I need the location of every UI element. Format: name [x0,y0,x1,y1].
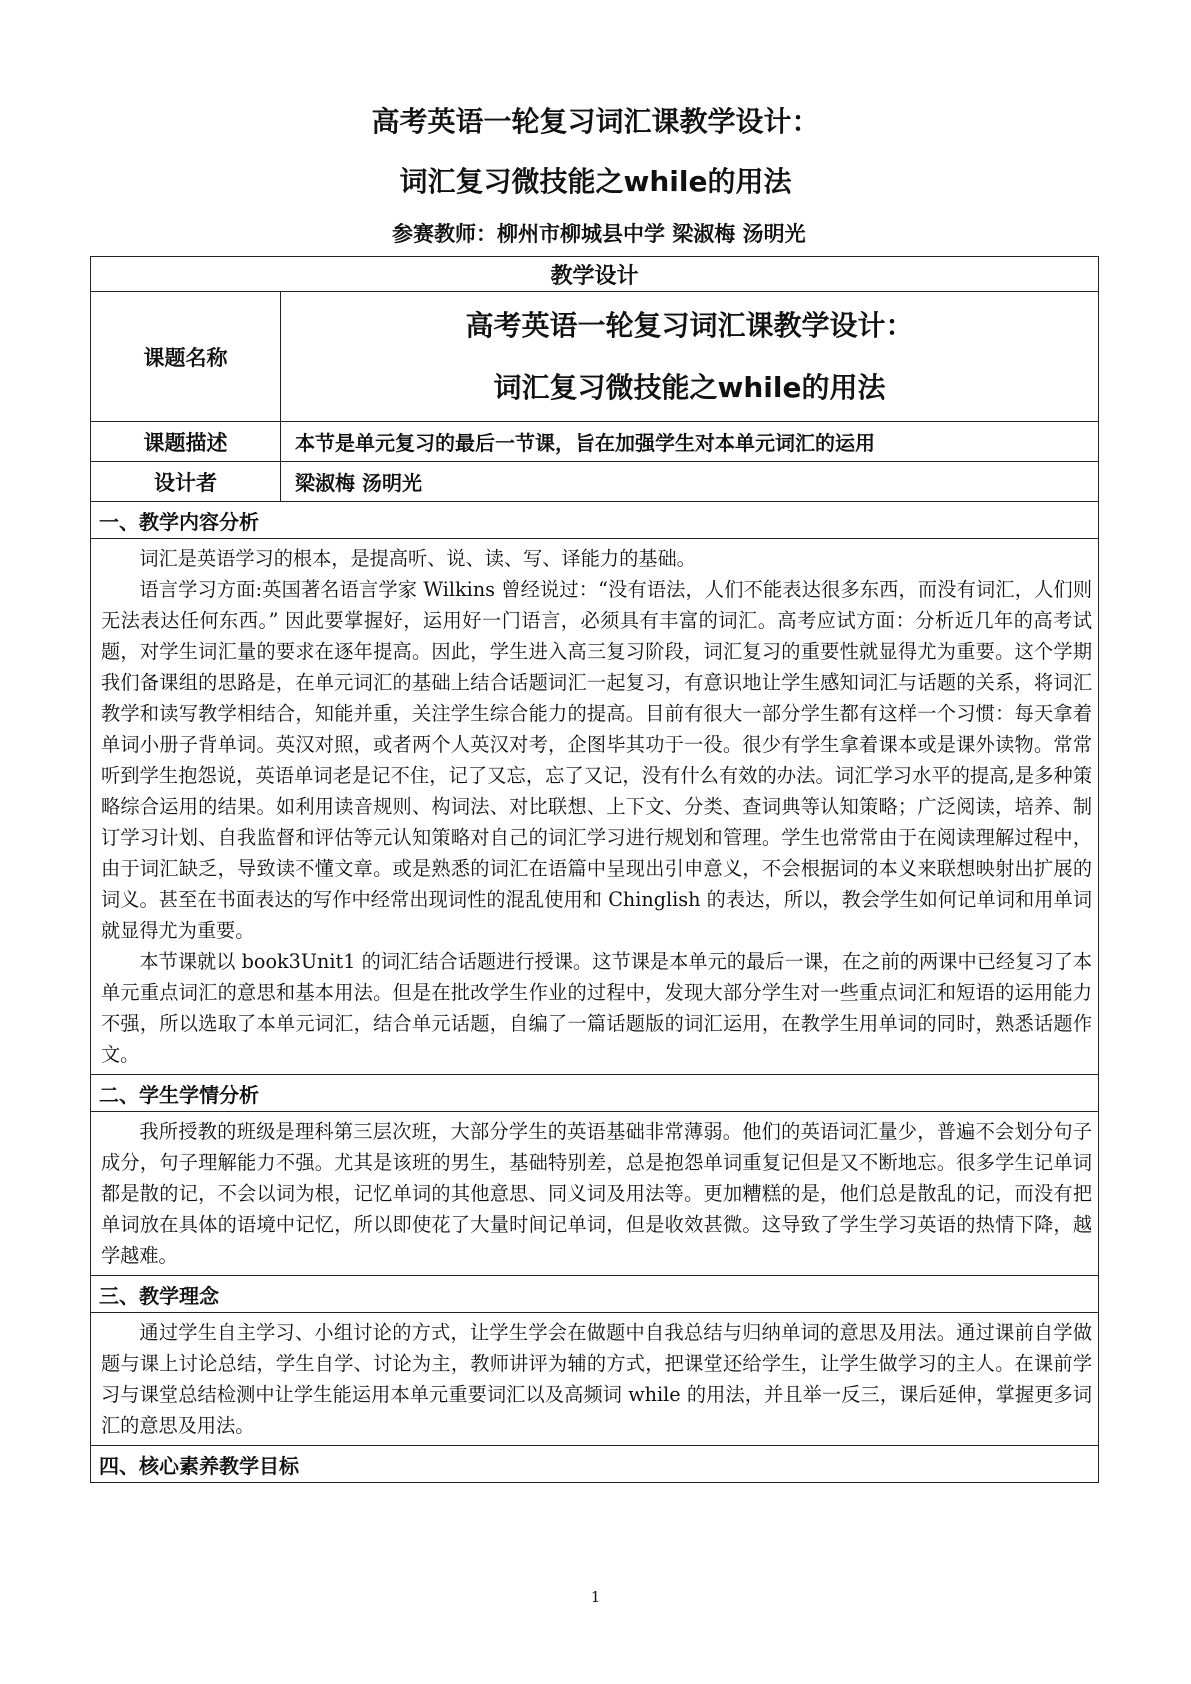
desc-value: 本节是单元复习的最后一节课，旨在加强学生对本单元词汇的运用 [281,422,1099,462]
authors-line: 参赛教师：柳州市柳城县中学 梁淑梅 汤明光 [392,222,806,246]
section-body [91,1112,1099,1276]
designer-value: 梁淑梅 汤明光 [281,462,1099,502]
table-header: 教学设计 [91,257,1099,292]
paragraph: 语言学习方面:英国著名语言学家 Wilkins 曾经说过：“没有语法，人们不能表达很多东西，而没有词汇，人们则无法表达任何东西。” 因此要掌握好，运用好一门语言，必须具有丰富的词汇。高考应试方面：分析近几年的高考试题，对学生词汇量的要求在逐年提高。因此，学生进入高三复习阶段，词汇复习的重要性就显得尤为重要。这个学期我们备课组的思路是，在单元词汇的基础上结合话题词汇一起复习，有意识地让学生感知词汇与话题的关系，将词汇教学和读写教学相结合，知能并重，关注学生综合能力的提高。目前有很大一部分学生都有这样一个习惯：每天拿着单词小册子背单词。英汉对照，或者两个人英汉对考，企图毕其功于一役。很少有学生拿着课本或是课外读物。常常听到学生抱怨说，英语单词老是记不住，记了又忘，忘了又记，没有什么有效的办法。词汇学习水平的提高,是多种策略综合运用的结果。如利用读音规则、构词法、对比联想、上下文、分类、查词典等认知策略；广泛阅读，培养、制订学习计划、自我监督和评估等元认知策略对自己的词汇学习进行规划和管理。学生也常常由于在阅读理解过程中，由于词汇缺乏，导致读不懂文章。或是熟悉的词汇在语篇中呈现出引申意义，不会根据词的本义来联想映射出扩展的词义。甚至在书面表达的写作中经常出现词性的混乱使用和 Chinglish 的表达，所以，教会学生如何记单词和用单词就显得尤为重要。 [101,578,1093,942]
section-title: 一、教学内容分析 [91,502,1099,539]
desc-label: 课题描述 [91,422,281,462]
designer-label: 设计者 [91,462,281,502]
section-title: 四、核心素养教学目标 [91,1446,1099,1483]
section-body [91,539,1099,1075]
paragraph: 我所授教的班级是理科第三层次班，大部分学生的英语基础非常薄弱。他们的英语词汇量少，普遍不会划分句子成分，句子理解能力不强。尤其是该班的男生，基础特别差，总是抱怨单词重复记但是又不断地忘。很多学生记单词都是散的记，不会以词为根，记忆单词的其他意思、同义词及用法等。更加糟糕的是，他们总是散乱的记，而没有把单词放在具体的语境中记忆，所以即使花了大量时间记单词，但是收效甚微。这导致了学生学习英语的热情下降，越学越难。 [101,1120,1093,1267]
document-title-line2: 词汇复习微技能之while的用法 [399,165,792,198]
paragraph: 词汇是英语学习的根本，是提高听、说、读、写、译能力的基础。 [139,547,696,570]
topic-label: 课题名称 [91,292,281,422]
section-body [91,1313,1099,1446]
paragraph: 本节课就以 book3Unit1 的词汇结合话题进行授课。这节课是本单元的最后一课，在之前的两课中已经复习了本单元重点词汇的意思和基本用法。但是在批改学生作业的过程中，发现大部分学生对一些重点词汇和短语的运用能力不强，所以选取了本单元词汇，结合单元话题，自编了一篇话题版的词汇运用，在教学生用单词的同时，熟悉话题作文。 [101,950,1093,1066]
section-title: 三、教学理念 [91,1276,1099,1313]
paragraph: 通过学生自主学习、小组讨论的方式，让学生学会在做题中自我总结与归纳单词的意思及用法。通过课前自学做题与课上讨论总结，学生自学、讨论为主，教师讲评为辅的方式，把课堂还给学生，让学生做学习的主人。在课前学习与课堂总结检测中让学生能运用本单元重要词汇以及高频词 while 的用法，并且举一反三，课后延伸，掌握更多词汇的意思及用法。 [101,1321,1093,1437]
page-number: 1 [590,1588,601,1606]
topic-value [281,292,1099,422]
design-table [90,256,1099,1483]
document-title-line1: 高考英语一轮复习词汇课教学设计： [371,105,820,138]
topic-value-line1: 高考英语一轮复习词汇课教学设计： [465,308,914,342]
section-title: 二、学生学情分析 [91,1075,1099,1112]
topic-value-line2: 词汇复习微技能之while的用法 [493,370,886,404]
